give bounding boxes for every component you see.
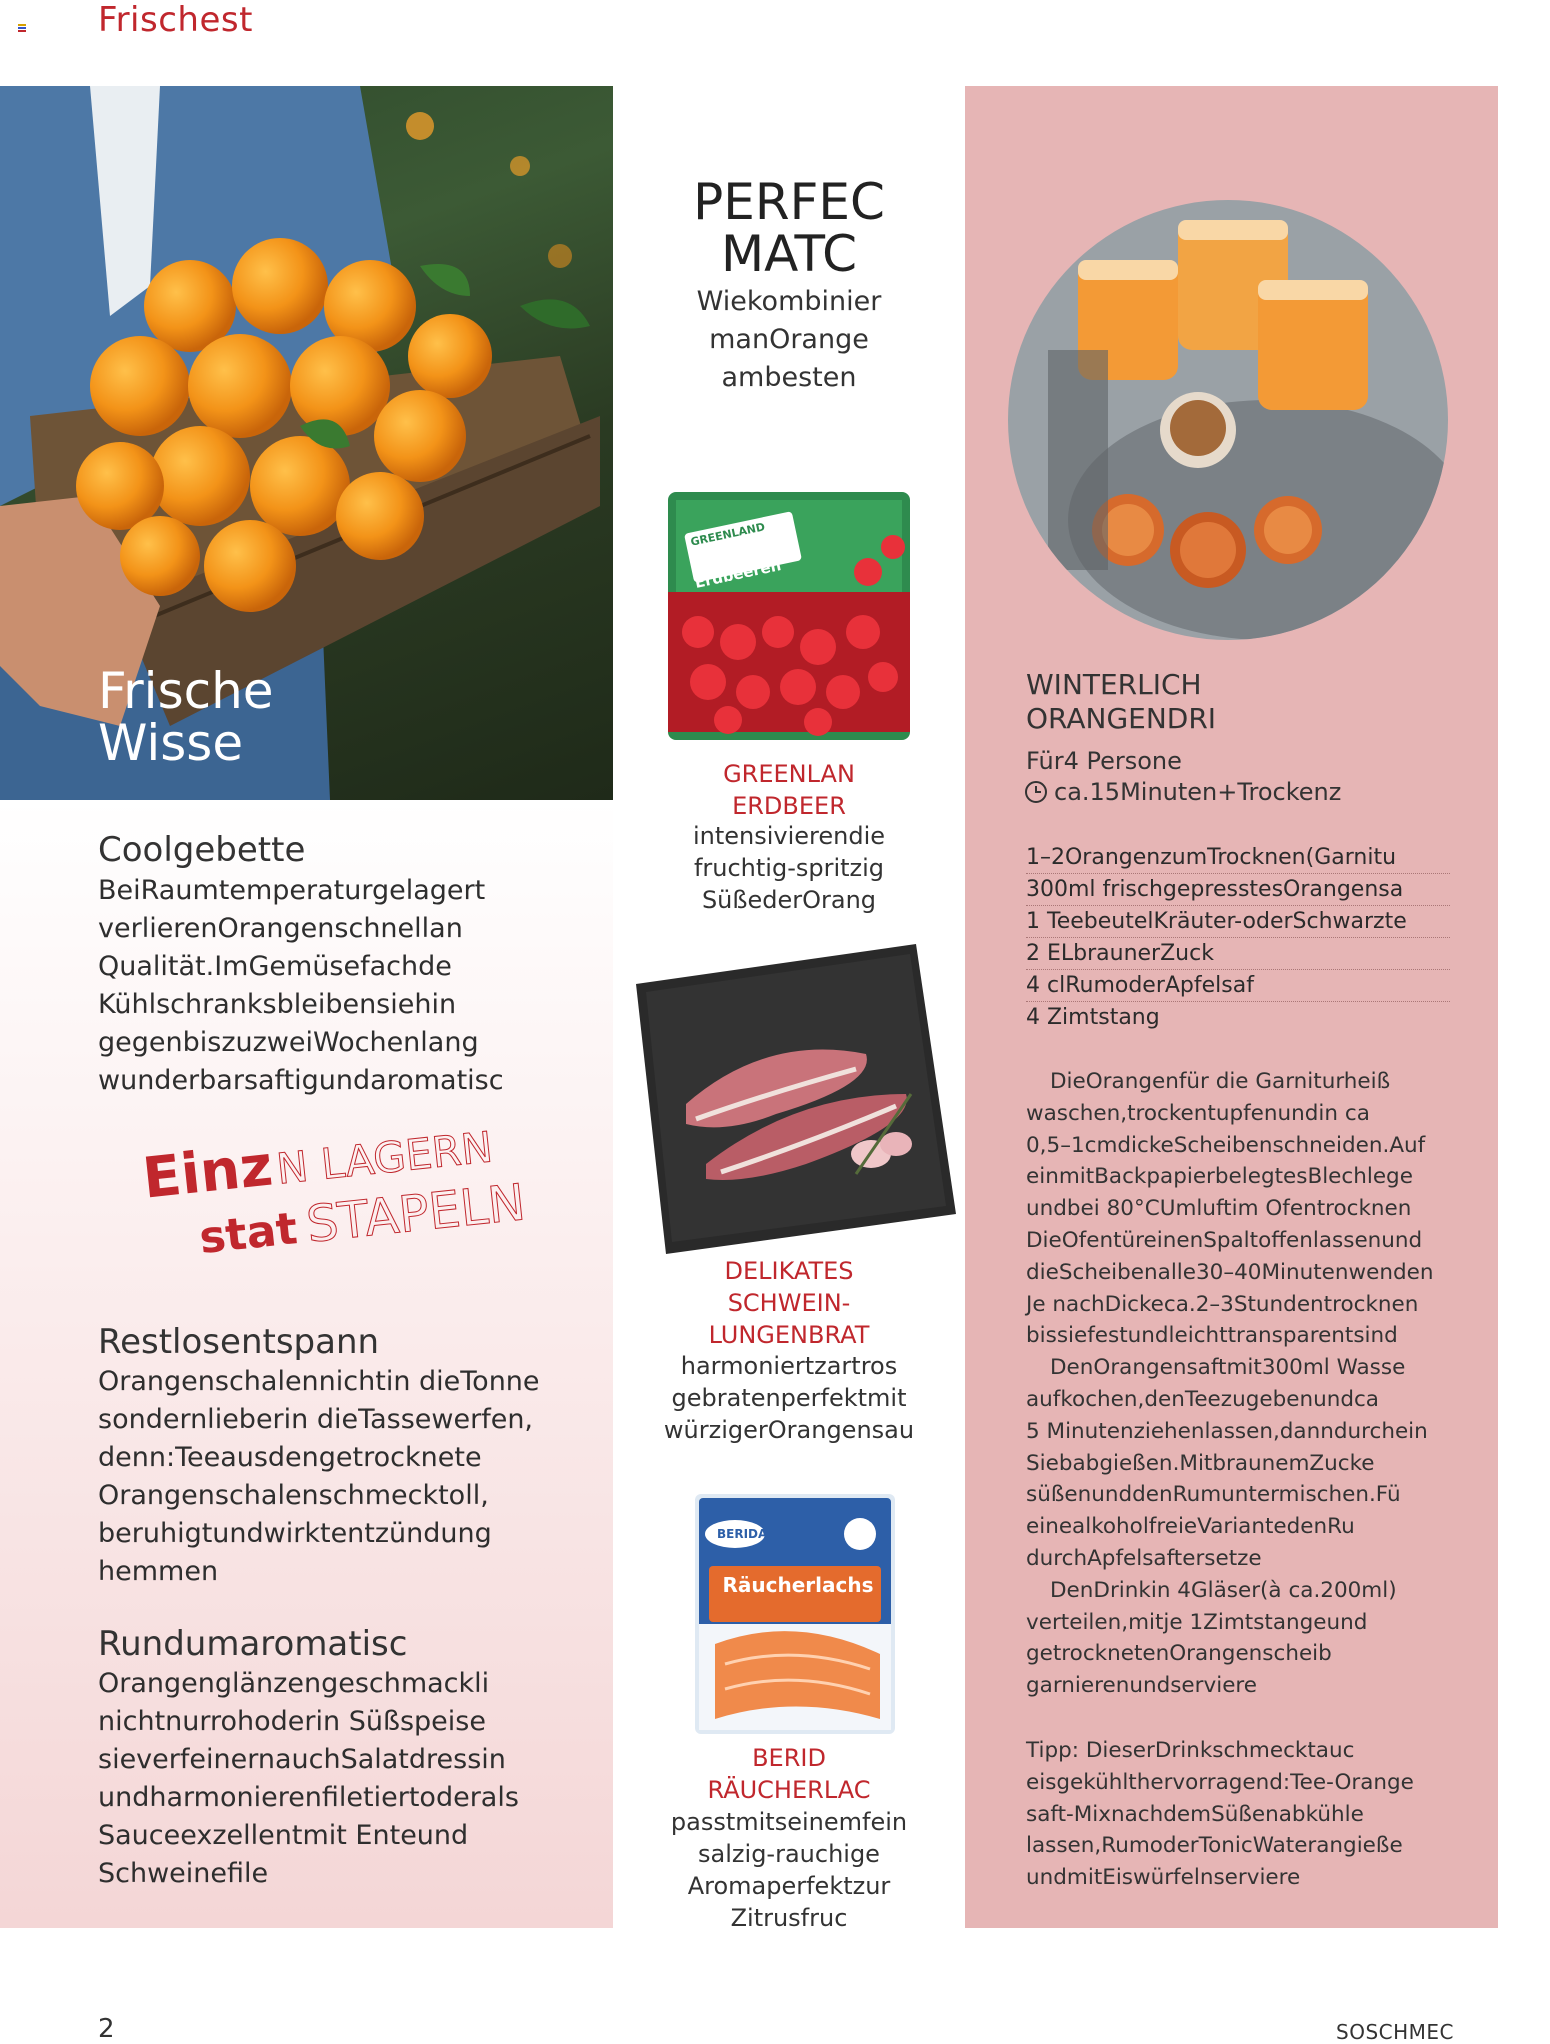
product-desc-line: SüßederOrang: [701, 886, 877, 914]
tip-line: Orangenschalennichtin dieTonne: [98, 1366, 540, 1397]
subtitle-line: Wiekombinier: [696, 286, 882, 317]
tip-line: hemmen: [98, 1556, 219, 1587]
tip-heading-relax: Restlosentspann: [98, 1322, 380, 1362]
product-name-line: GREENLAN: [723, 760, 855, 788]
ingredient-item: 4 Zimtstang: [1026, 1005, 1160, 1030]
recipe-title-line1: WINTERLICH: [1026, 668, 1202, 701]
product-desc-line: Aromaperfektzur: [687, 1872, 891, 1900]
recipe-step-line: DenDrinkin 4Gläser(à ca.200ml): [1050, 1577, 1397, 1603]
clock-icon: [1024, 780, 1048, 804]
product-name-line: ERDBEER: [732, 792, 846, 820]
product-desc-pork: [613, 1350, 965, 1446]
stamp-word: stat: [196, 1203, 300, 1265]
recipe-step-line: verteilen,mitje 1Zimtstangeund: [1026, 1609, 1368, 1635]
tip-line: Schweinefile: [98, 1858, 269, 1889]
recipe-step-line: garnierenundserviere: [1026, 1673, 1258, 1699]
salmon-package-brand: BERIDA: [717, 1527, 768, 1541]
product-desc-line: Zitrusfruc: [730, 1904, 848, 1932]
recipe-title-line2: ORANGENDRI: [1026, 702, 1217, 735]
tip-line: nichtnurrohoderin Süßspeise: [98, 1706, 486, 1737]
recipe-step-line: aufkochen,denTeezugebenundca: [1026, 1386, 1379, 1412]
product-name-strawberries: [613, 758, 965, 822]
recipe-tip-line: saft-MixnachdemSüßenabkühle: [1026, 1801, 1364, 1827]
recipe-tip-line: lassen,RumoderTonicWaterangieße: [1026, 1833, 1403, 1859]
subtitle-line: manOrange: [709, 324, 869, 355]
recipe-step-line: durchApfelsaftersetze: [1026, 1545, 1262, 1571]
recipe-tip-line: Tipp: DieserDrinkschmecktauc: [1026, 1738, 1355, 1763]
recipe-step-line: Je nachDickeca.2–3Stundentrocknen: [1026, 1291, 1419, 1317]
perfect-title-line2: MATC: [721, 225, 857, 283]
tip-heading-storage: Coolgebette: [98, 830, 306, 870]
tip-line: sieverfeinernauchSalatdressin: [98, 1744, 506, 1775]
stamp-word: STAPELN: [303, 1173, 529, 1254]
product-desc-line: würzigerOrangensau: [663, 1416, 915, 1444]
recipe-title: [1026, 668, 1216, 736]
tip-line: verlierenOrangenschnellan: [98, 913, 463, 944]
strawberry-package-image: [668, 492, 910, 740]
recipe-step-line: DenOrangensaftmit300ml Wasse: [1050, 1355, 1406, 1381]
tip-line: denn:Teeausdengetrocknete: [98, 1442, 482, 1473]
recipe-step-line: bissiefestundleichttransparentsind: [1026, 1323, 1398, 1349]
product-name-line: BERID: [752, 1744, 826, 1772]
product-name-line: SCHWEIN-: [727, 1289, 851, 1317]
product-desc-strawberries: [613, 820, 965, 916]
pork-tenderloin-image: [626, 944, 956, 1254]
recipe-step-line: undbei 80°CUmluftim Ofentrocknen: [1026, 1196, 1412, 1222]
hero-image: [0, 86, 613, 800]
product-desc-line: salzig-rauchige: [698, 1840, 880, 1868]
recipe-tip-line: eisgekühlthervorragend:Tee-Orange: [1026, 1769, 1414, 1795]
product-desc-salmon: [613, 1806, 965, 1934]
tip-body-relax: [98, 1363, 540, 1591]
stamp-word: Einz: [139, 1133, 276, 1212]
tip-line: beruhigtundwirktentzündung: [98, 1518, 492, 1549]
tip-body-storage: [98, 872, 504, 1100]
recipe-servings: Für4 Persone: [1026, 747, 1182, 775]
ingredient-item: 2 ELbraunerZuck: [1026, 938, 1450, 970]
ingredient-list: [1026, 842, 1450, 1033]
product-desc-line: fruchtig-spritzig: [693, 854, 885, 882]
menu-icon[interactable]: [18, 18, 28, 28]
subtitle-line: ambesten: [721, 362, 857, 393]
tip-line: Sauceexzellentmit Enteund: [98, 1820, 469, 1851]
ingredient-item: 300ml frischgepresstesOrangensa: [1026, 874, 1450, 906]
strawberry-package-brand: GREENLAND: [689, 520, 767, 549]
recipe-step-line: süßenunddenRumuntermischen.Fü: [1026, 1482, 1401, 1508]
product-name-line: DELIKATES: [724, 1257, 854, 1285]
page-number: 2: [98, 2014, 115, 2044]
product-desc-line: passtmitseinemfein: [670, 1808, 908, 1836]
strawberry-package-label: Erdbeeren: [693, 556, 783, 592]
stamp-word: N LAGERN: [274, 1122, 495, 1194]
product-name-line: LUNGENBRAT: [708, 1321, 870, 1349]
tip-line: wunderbarsaftigundaromatisc: [98, 1065, 504, 1096]
perfect-match-subtitle: [613, 283, 965, 397]
perfect-title-line1: PERFEC: [693, 173, 885, 231]
footer-section: SOSCHMEC: [1336, 2020, 1454, 2044]
recipe-step-line: DieOfentüreinenSpaltoffenlassenund: [1026, 1227, 1423, 1253]
tip-line: sondernlieberin dieTassewerfen,: [98, 1404, 534, 1435]
recipe-step-line: einmitBackpapierbelegtesBlechlege: [1026, 1164, 1413, 1190]
header-title: Frischest: [98, 0, 253, 40]
recipe-step-line: einealkoholfreieVariantedenRu: [1026, 1514, 1355, 1540]
ingredient-item: 4 clRumoderApfelsaf: [1026, 970, 1450, 1002]
recipe-step-line: Siebabgießen.MitbraunemZucke: [1026, 1450, 1375, 1476]
tip-body-aroma: [98, 1665, 519, 1893]
tip-line: Kühlschranksbleibensiehin: [98, 989, 457, 1020]
recipe-time: [1024, 778, 1341, 806]
hero-title-line2: Wisse: [98, 714, 244, 772]
tip-line: Orangenglänzengeschmackli: [98, 1668, 490, 1699]
recipe-step-line: 5 Minutenziehenlassen,danndurchein: [1026, 1418, 1428, 1444]
recipe-tip: [1026, 1735, 1466, 1894]
recipe-step-line: 0,5–1cmdickeScheibenschneiden.Auf: [1026, 1132, 1426, 1158]
product-name-pork: [613, 1255, 965, 1351]
perfect-match-title: [613, 173, 965, 283]
recipe-tip-line: undmitEiswürfelnserviere: [1026, 1865, 1301, 1891]
recipe-step-line: DieOrangenfür die Garniturheiß: [1050, 1069, 1391, 1094]
product-desc-line: intensivierendie: [692, 822, 886, 850]
ingredient-item: 1–2OrangenzumTrocknen(Garnitu: [1026, 842, 1450, 874]
salmon-package-label: Räucherlachs: [722, 1573, 874, 1597]
product-desc-line: harmoniertzartros: [680, 1352, 898, 1380]
orange-drink-photo: [1008, 200, 1448, 640]
product-desc-line: gebratenperfektmit: [671, 1384, 907, 1412]
tip-line: Orangenschalenschmecktoll,: [98, 1480, 489, 1511]
tip-line: undharmonierenfiletiertoderals: [98, 1782, 519, 1813]
hero-title-line1: Frische: [98, 662, 274, 720]
product-name-salmon: [613, 1742, 965, 1806]
product-name-line: RÄUCHERLAC: [707, 1776, 871, 1804]
tip-line: Qualität.ImGemüsefachde: [98, 951, 452, 982]
ingredient-item: 1 TeebeutelKräuter-oderSchwarzte: [1026, 906, 1450, 938]
tip-line: BeiRaumtemperaturgelagert: [98, 875, 486, 906]
recipe-step-line: getrocknetenOrangenscheib: [1026, 1641, 1332, 1667]
recipe-step-line: dieScheibenalle30–40Minutenwenden: [1026, 1259, 1434, 1285]
recipe-steps: [1026, 1066, 1466, 1702]
hero-title: [98, 662, 274, 772]
tip-heading-aroma: Rundumaromatisc: [98, 1624, 408, 1664]
recipe-time-text: ca.15Minuten+Trockenz: [1054, 778, 1342, 806]
tip-line: gegenbiszuzweiWochenlang: [98, 1027, 479, 1058]
recipe-step-line: waschen,trockentupfenundin ca: [1026, 1100, 1370, 1126]
